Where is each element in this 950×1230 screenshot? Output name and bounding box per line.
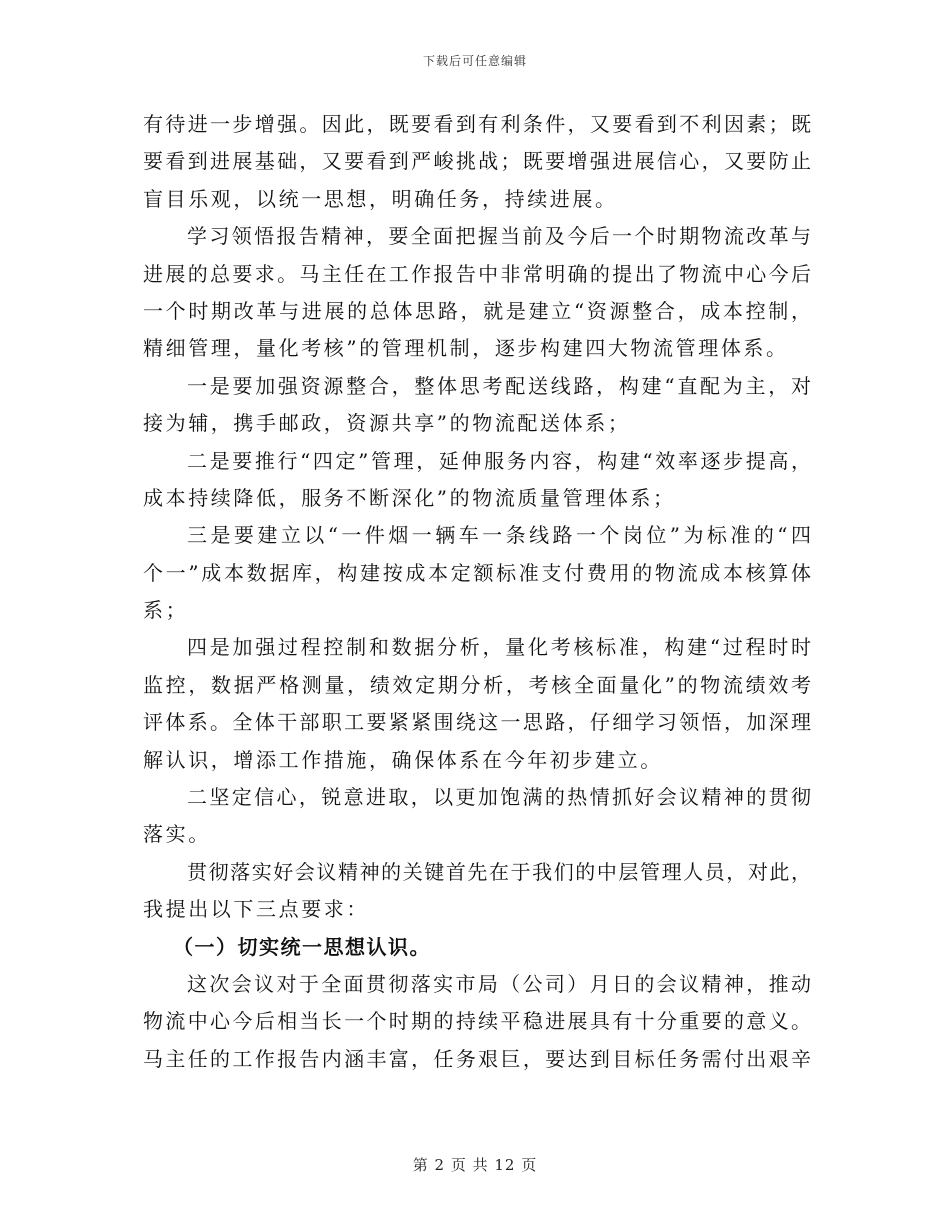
section-heading: （一）切实统一思想认识。 [173,934,431,959]
paragraph-line: 我提出以下三点要求： [143,897,369,922]
paragraph-line: 系； [143,598,189,623]
paragraph-line: 评体系。全体干部职工要紧紧围绕这一思路，仔细学习领悟，加深理 [143,710,811,735]
paragraph-line: 一个时期改革与进展的总体思路，就是建立“资源整合，成本控制， [143,298,811,323]
paragraph-line: 一是要加强资源整合，整体思考配送线路，构建“直配为主，对 [187,373,811,398]
paragraph-line: 监控，数据严格测量，绩效定期分析，考核全面量化”的物流绩效考 [143,672,811,697]
paragraph-line: 这次会议对于全面贯彻落实市局（公司）月日的会议精神，推动 [187,971,811,996]
paragraph-line: 个一”成本数据库，构建按成本定额标准支付费用的物流成本核算体 [143,560,811,585]
paragraph-line: 学习领悟报告精神，要全面把握当前及今后一个时期物流改革与 [187,224,811,249]
paragraph-line: 落实。 [143,822,211,847]
paragraph-line: 有待进一步增强。因此，既要看到有利条件，又要看到不利因素；既 [143,112,811,136]
paragraph-line: 马主任的工作报告内涵丰富，任务艰巨，要达到目标任务需付出艰辛 [143,1046,811,1071]
paragraph-line: 进展的总要求。马主任在工作报告中非常明确的提出了物流中心今后 [143,261,811,286]
paragraph-line: 接为辅，携手邮政，资源共享”的物流配送体系； [143,411,631,436]
paragraph-line: 物流中心今后相当长一个时期的持续平稳进展具有十分重要的意义。 [143,1009,811,1034]
paragraph-line: 解认识，增添工作措施，确保体系在今年初步建立。 [143,747,663,772]
page-footer: 第 2 页 共 12 页 [412,1156,538,1174]
paragraph-line: 要看到进展基础，又要看到严峻挑战；既要增强进展信心，又要防止 [143,149,811,174]
paragraph-line: 贯彻落实好会议精神的关键首先在于我们的中层管理人员，对此， [187,859,811,884]
paragraph-line: 成本持续降低，服务不断深化”的物流质量管理体系； [143,485,676,510]
paragraph-line: 四是加强过程控制和数据分析，量化考核标准，构建“过程时时 [187,635,811,660]
paragraph-line: 精细管理，量化考核”的管理机制，逐步构建四大物流管理体系。 [143,336,789,361]
paragraph-line: 二坚定信心，锐意进取，以更加饱满的热情抓好会议精神的贯彻 [187,785,811,810]
page-header: 下载后可任意编辑 [422,54,527,68]
paragraph-line: 三是要建立以“一件烟一辆车一条线路一个岗位”为标准的“四 [187,523,811,548]
paragraph-line: 盲目乐观，以统一思想，明确任务，持续进展。 [143,186,618,211]
paragraph-line: 二是要推行“四定”管理，延伸服务内容，构建“效率逐步提高， [187,448,811,473]
body-text [143,106,811,1078]
